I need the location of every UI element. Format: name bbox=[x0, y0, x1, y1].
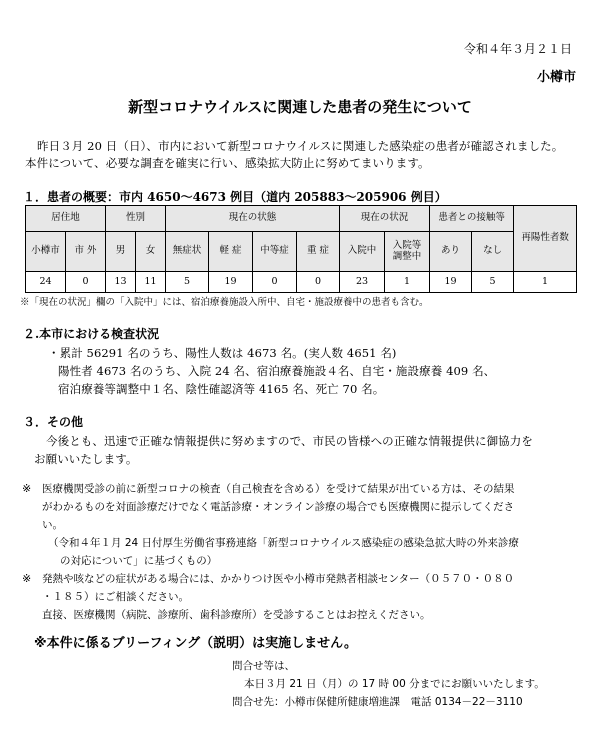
col-severe: 重 症 bbox=[297, 232, 340, 272]
col-male: 男 bbox=[106, 232, 136, 272]
cell-severe: 0 bbox=[297, 272, 340, 293]
notice-1-line-5: の対応について」に基づくもの） bbox=[60, 555, 218, 567]
section-2-line-1: ・累計 56291 名のうち、陽性人数は 4673 名。(実人数 4651 名) bbox=[48, 346, 397, 360]
notice-1-line-3: い。 bbox=[42, 519, 63, 531]
col-contact-yes: あり bbox=[430, 232, 472, 272]
group-contact: 患者との接触等 bbox=[430, 206, 514, 232]
col-moderate: 中等症 bbox=[253, 232, 297, 272]
cell-mild: 19 bbox=[209, 272, 253, 293]
section-3-line-1: 今後とも、迅速で正確な情報提供に努めますので、市民の皆様への正確な情報提供に御協力を bbox=[46, 434, 533, 448]
briefing-notice: ※本件に係るブリーフィング（説明）は実施しません。 bbox=[34, 636, 357, 651]
section-1-heading: １．患者の概要：市内 4650～4673 例目（道内 205883～205906 例目） bbox=[23, 190, 447, 204]
group-condition: 現在の状態 bbox=[166, 206, 340, 232]
table-footnote: ※「現在の状況」欄の「入院中」には、宿泊療養施設入所中、自宅・施設療養中の患者も含む。 bbox=[20, 297, 429, 308]
notice-2-line-1: 発熱や咳などの症状がある場合には、かかりつけ医や小樽市発熱者相談センター（０５７０・０８０ bbox=[42, 573, 515, 585]
contact-office: 問合せ先：小樽市保健所健康増進課 電話 0134－22－3110 bbox=[232, 696, 523, 708]
col-adjusting: 入院等調整中 bbox=[385, 232, 430, 272]
cell-outside-city: 0 bbox=[66, 272, 106, 293]
notice-2-line-2: ・１８５）にご相談ください。 bbox=[42, 591, 189, 603]
col-contact-no: なし bbox=[472, 232, 514, 272]
cell-hospitalized: 23 bbox=[340, 272, 385, 293]
col-hospitalized: 入院中 bbox=[340, 232, 385, 272]
group-residence: 居住地 bbox=[26, 206, 106, 232]
notice-1-mark: ※ bbox=[22, 482, 32, 495]
notice-2-line-3: 直接、医療機関（病院、診療所、歯科診療所）を受診することはお控えください。 bbox=[42, 609, 431, 621]
table-group-header-row bbox=[26, 206, 577, 232]
issuer-city: 小樽市 bbox=[536, 70, 576, 85]
table-row bbox=[26, 272, 577, 293]
contact-deadline: 本日３月 21 日（月）の 17 時 00 分までにお願いいたします。 bbox=[244, 678, 545, 690]
notice-1-line-1: 医療機関受診の前に新型コロナの検査（自己検査を含める）を受けて結果が出ている方は、その結果 bbox=[42, 483, 515, 495]
cell-moderate: 0 bbox=[253, 272, 297, 293]
document-date: 令和４年３月２１日 bbox=[463, 42, 572, 56]
cell-contact-yes: 19 bbox=[430, 272, 472, 293]
cell-adjusting: 1 bbox=[385, 272, 430, 293]
col-asymptomatic: 無症状 bbox=[166, 232, 209, 272]
section-2-heading: ２.本市における検査状況 bbox=[23, 327, 160, 341]
table-column-header-row bbox=[26, 232, 577, 272]
col-otaru: 小樽市 bbox=[26, 232, 66, 272]
notice-1-line-2: がわかるものを対面診療だけでなく電話診療・オンライン診療の場合でも医療機関に提示してくださ bbox=[42, 501, 515, 513]
section-2-line-3: 宿泊療養等調整中１名、陰性確認済等 4165 名、死亡 70 名。 bbox=[58, 382, 385, 396]
cell-asymptomatic: 5 bbox=[166, 272, 209, 293]
cell-female: 11 bbox=[136, 272, 166, 293]
notice-1-line-4: （令和４年１月 24 日付厚生労働省事務連絡「新型コロナウイルス感染症の感染急拡大時の外来診療 bbox=[48, 537, 519, 549]
document-title: 新型コロナウイルスに関連した患者の発生について bbox=[128, 98, 472, 116]
contact-intro: 問合せ等は、 bbox=[232, 660, 295, 672]
cell-otaru: 24 bbox=[26, 272, 66, 293]
intro-line-1: 昨日３月 20 日（日）、市内において新型コロナウイルスに関連した感染症の患者が確認されました。 bbox=[37, 139, 564, 153]
notice-2-mark: ※ bbox=[22, 572, 32, 585]
cell-male: 13 bbox=[106, 272, 136, 293]
cell-repositive: 1 bbox=[514, 272, 577, 293]
col-outside-city: 市 外 bbox=[66, 232, 106, 272]
group-repositive: 再陽性者数 bbox=[514, 206, 577, 272]
section-3-line-2: お願いいたします。 bbox=[34, 452, 138, 466]
cell-contact-no: 5 bbox=[472, 272, 514, 293]
col-female: 女 bbox=[136, 232, 166, 272]
intro-line-2: 本件について、必要な調査を確実に行い、感染拡大防止に努めてまいります。 bbox=[25, 156, 430, 170]
group-sex: 性別 bbox=[106, 206, 166, 232]
section-2-line-2: 陽性者 4673 名のうち、入院 24 名、宿泊療養施設４名、自宅・施設療養 409 名、 bbox=[58, 364, 496, 378]
col-mild: 軽 症 bbox=[209, 232, 253, 272]
group-status: 現在の状況 bbox=[340, 206, 430, 232]
section-3-heading: ３．その他 bbox=[23, 415, 84, 429]
patient-summary-table bbox=[25, 205, 577, 293]
